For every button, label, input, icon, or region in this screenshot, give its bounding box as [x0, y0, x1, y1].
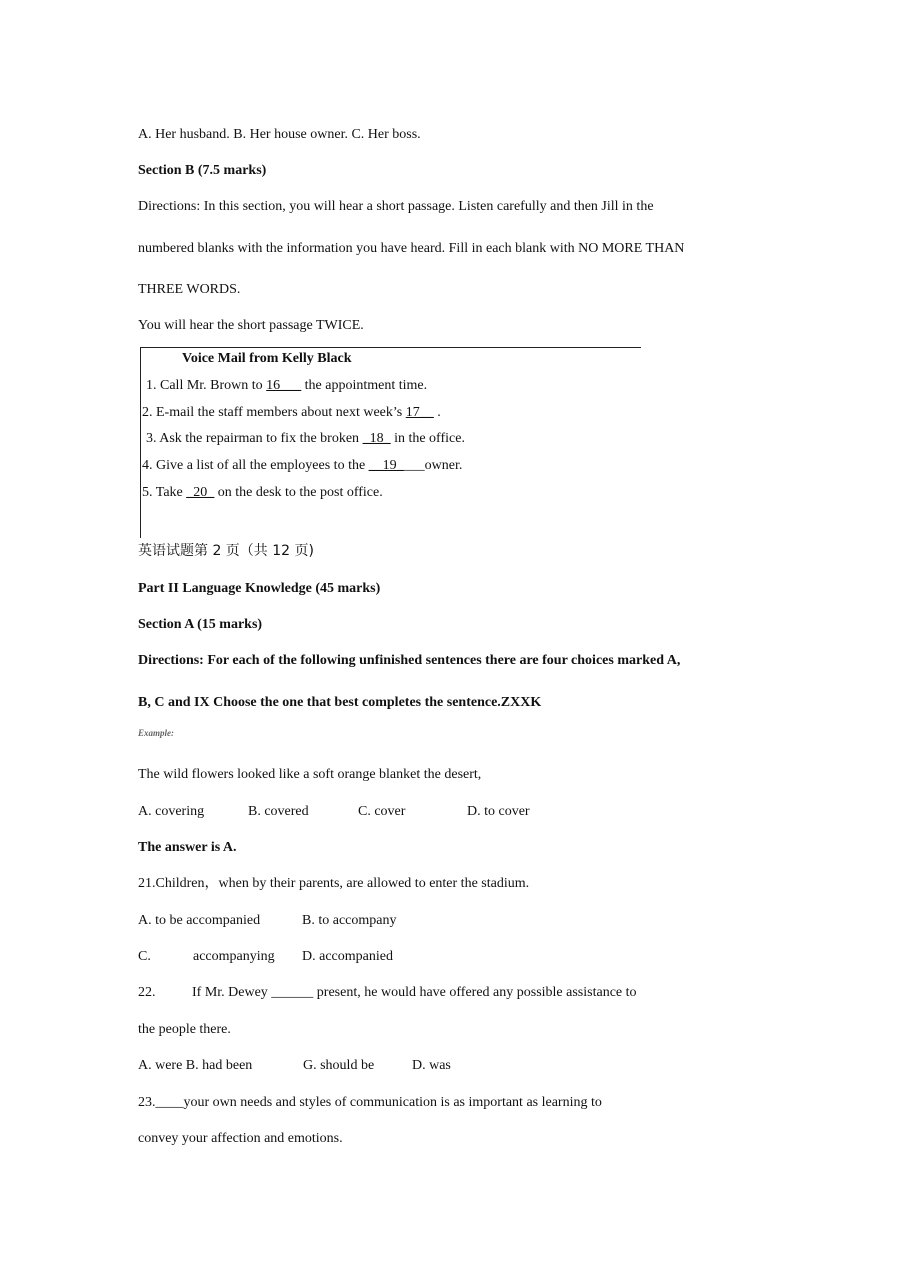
voicemail-item-3: 3. Ask the repairman to fix the broken _18_ in the office. — [146, 431, 465, 446]
question-21-stem: 21.Children，when by their parents, are allowed to enter the stadium. — [138, 876, 530, 891]
voicemail-title: Voice Mail from Kelly Black — [182, 351, 352, 366]
blank-19: __19_ — [368, 458, 404, 473]
directions-line-2: numbered blanks with the information you have heard. Fill in each blank with NO MORE THAN — [138, 241, 685, 256]
q21-option-a: A. to be accompanied — [138, 913, 261, 928]
q21-option-d: D. accompanied — [302, 949, 393, 964]
question-22-number: 22. — [138, 985, 156, 1000]
example-option-d: D. to cover — [467, 804, 530, 819]
voicemail-item-1: 1. Call Mr. Brown to 16___ the appointment time. — [146, 378, 428, 393]
example-label: Example: — [138, 728, 174, 738]
example-option-b: B. covered — [248, 804, 309, 819]
voicemail-item-4: 4. Give a list of all the employees to the __19____owner. — [142, 458, 463, 473]
question-23-stem: 23.____your own needs and styles of communication is as important as learning to — [138, 1095, 602, 1110]
question-22-stem-2: the people there. — [138, 1022, 231, 1037]
voicemail-item-2: 2. E-mail the staff members about next week’s 17__ . — [142, 405, 441, 420]
section-a-title: Section A (15 marks) — [138, 617, 263, 632]
part2-directions-2: B, C and IX Choose the one that best completes the sentence.ZXXK — [138, 695, 542, 710]
question-22-stem: If Mr. Dewey ______ present, he would have offered any possible assistance to — [192, 985, 637, 1000]
page-footer: 英语试题第 2 页（共 12 页) — [138, 543, 314, 559]
voicemail-item-5: 5. Take _20_ on the desk to the post office. — [142, 485, 383, 500]
q21-option-c-letter: C. — [138, 949, 151, 964]
listen-twice-note: You will hear the short passage TWICE. — [138, 318, 364, 333]
example-answer: The answer is A. — [138, 840, 237, 855]
q22-option-ab: A. were B. had been — [138, 1058, 253, 1073]
q21-option-c: accompanying — [193, 949, 275, 964]
part-2-title: Part II Language Knowledge (45 marks) — [138, 581, 381, 596]
q22-option-g: G. should be — [303, 1058, 375, 1073]
blank-16: 16___ — [266, 378, 302, 393]
directions-line-3: THREE WORDS. — [138, 282, 241, 297]
voicemail-box — [140, 347, 641, 538]
q21-option-b: B. to accompany — [302, 913, 397, 928]
part2-directions-1: Directions: For each of the following unfinished sentences there are four choices marked A, — [138, 653, 681, 668]
section-b-title: Section B (7.5 marks) — [138, 163, 267, 178]
blank-20: _20_ — [186, 485, 215, 500]
question-23-stem-2: convey your affection and emotions. — [138, 1131, 343, 1146]
q22-option-d: D. was — [412, 1058, 451, 1073]
blank-17: 17__ — [405, 405, 434, 420]
example-option-a: A. covering — [138, 804, 205, 819]
example-option-c: C. cover — [358, 804, 406, 819]
previous-options: A. Her husband. B. Her house owner. C. Her boss. — [138, 127, 421, 142]
example-sentence: The wild flowers looked like a soft orange blanket the desert, — [138, 767, 482, 782]
directions-line-1: Directions: In this section, you will hear a short passage. Listen carefully and then Jill in the — [138, 199, 654, 214]
blank-18: _18_ — [362, 431, 391, 446]
